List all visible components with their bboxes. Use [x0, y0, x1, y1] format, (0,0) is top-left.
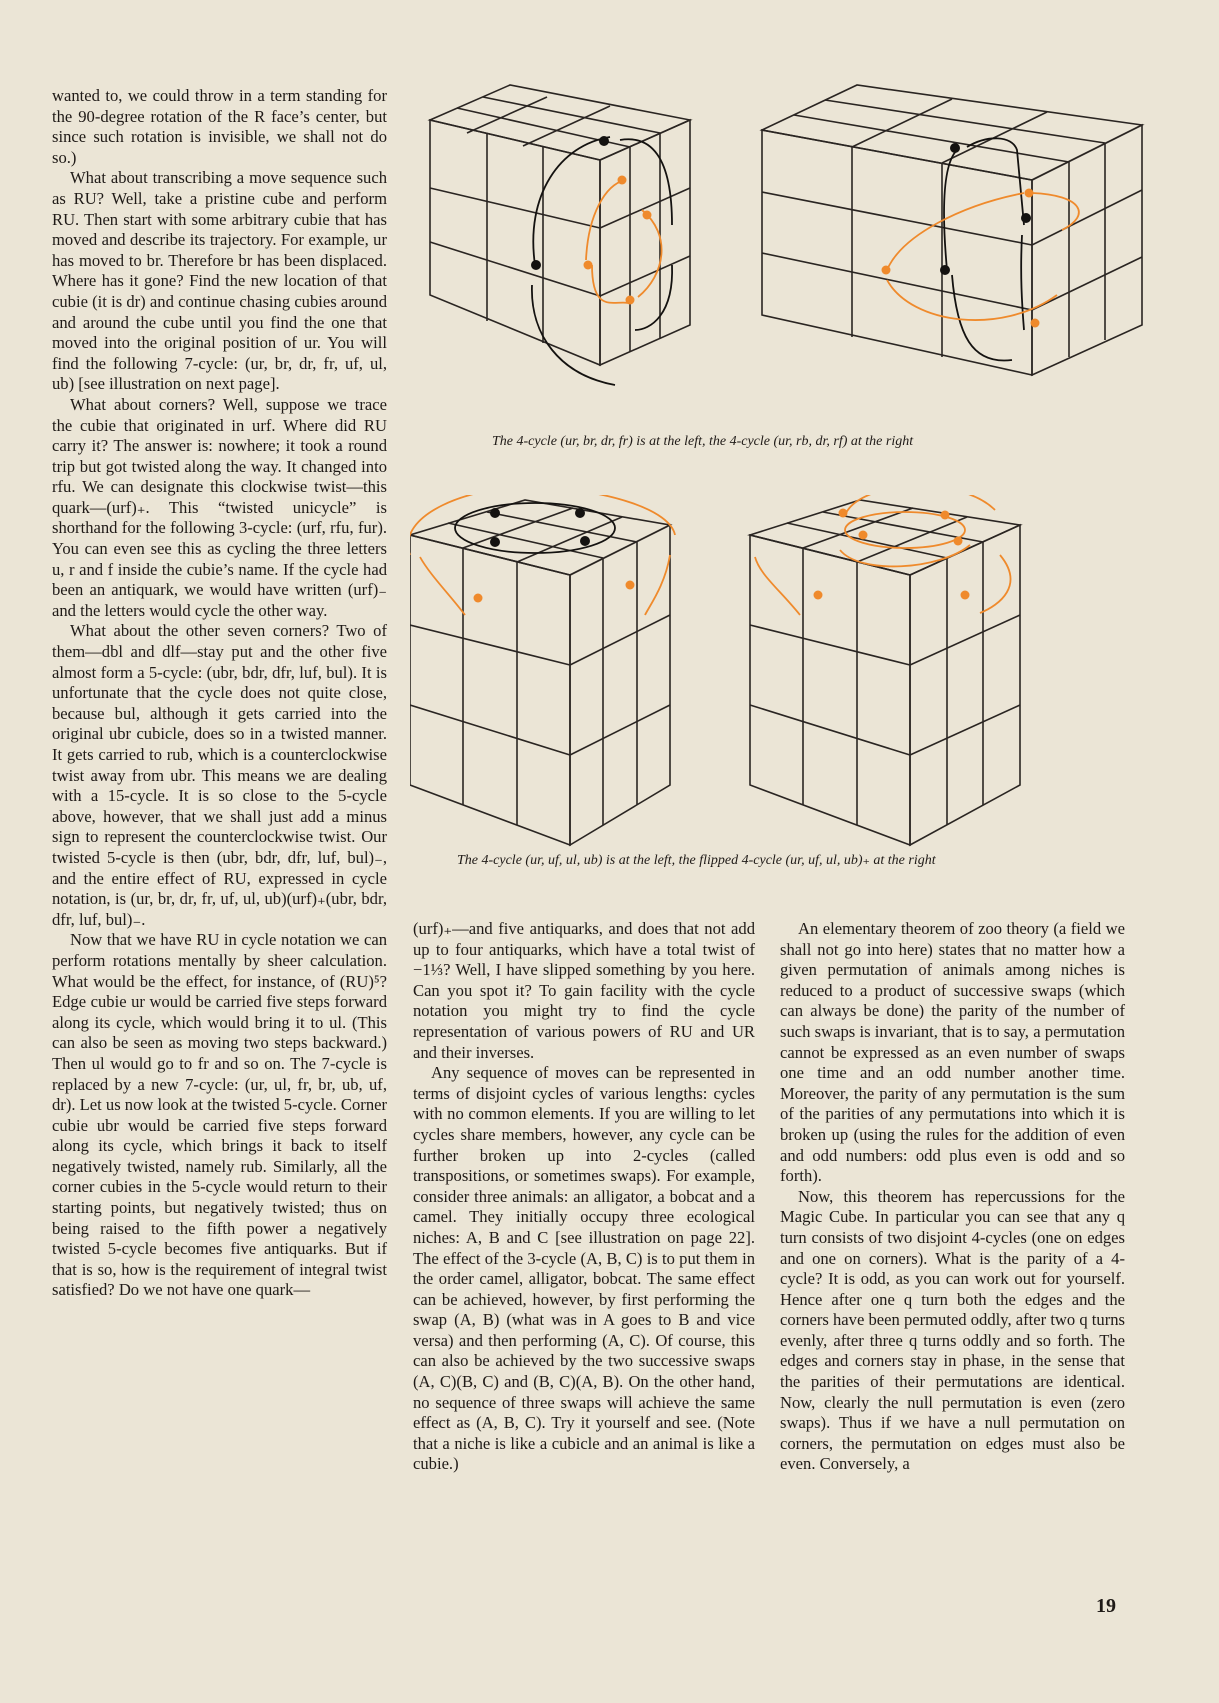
paragraph: (urf)₊—and five antiquarks, and does that not add up to four antiquarks, which have a total twist of −1⅓? Well, I have slipped something by you here. Can you spot it? To gain facility with the cycle notation you might try to find the cycle representation of various powers of RU and UR and their inverses. — [413, 919, 755, 1062]
figure-caption-top: The 4-cycle (ur, br, dr, fr) is at the left, the 4-cycle (ur, rb, dr, rf) at the right — [492, 434, 914, 449]
cube-right-top — [762, 85, 1142, 375]
text-column-2 — [413, 919, 755, 1475]
paragraph: What about transcribing a move sequence such as RU? Well, take a pristine cube and perform RU. Then start with some arbitrary cubie that has moved and describe its trajectory. For example, ur has moved to br. Therefore br has been displaced. Where has it gone? Find the new location of that cubie (it is dr) and continue chasing cubies around and around the cube until you find the one that moved into the original position of ur. You will find the following 7-cycle: (ur, br, dr, fr, uf, ul, ub) [see illustration on next page]. — [52, 168, 387, 394]
cube-left-top — [430, 85, 690, 385]
cube-left-bottom — [410, 495, 675, 845]
paragraph: What about the other seven corners? Two of them—dbl and dlf—stay put and the other five almost form a 5-cycle: (ubr, bdr, dfr, luf, bul). It is unfortunate that the cycle does not quite close, because bul, although it gets carried into the original ubr cubicle, does so in a twisted manner. It gets carried to rub, which is a counterclockwise twist away from ubr. This means we are dealing with a 15-cycle. It is so close to the 5-cycle above, however, that we shall just add a minus sign to represent the counterclockwise twist. Our twisted 5-cycle is then (ubr, bdr, dfr, luf, bul)₋, and the entire effect of RU, expressed in cycle notation, is (ur, br, dr, fr, uf, ul, ub)(urf)₊(ubr, bdr, dfr, luf, bul)₋. — [52, 621, 387, 929]
figure-caption-bottom: The 4-cycle (ur, uf, ul, ub) is at the left, the flipped 4-cycle (ur, uf, ul, ub)₊ at the right — [457, 853, 936, 868]
text-column-3 — [780, 919, 1125, 1475]
paragraph: Any sequence of moves can be represented in terms of disjoint cycles of various lengths: cycles with no common elements. If you are willing to let cycles share members, however, any cycle can be further broken up into 2-cycles (called transpositions, or sometimes swaps). For example, consider three animals: an alligator, a bobcat and a camel. They initially occupy three ecological niches: A, B and C [see illustration on page 22]. The effect of the 3-cycle (A, B, C) is to put them in the order camel, alligator, bobcat. The same effect can be achieved, however, by first performing the swap (A, B) (what was in A goes to B and vice versa) and then performing (A, C). Of course, this can also be achieved by the two successive swaps (A, C)(B, C) and (B, C)(A, B). On the other hand, no sequence of three swaps will achieve the same effect as (A, B, C). Try it yourself and see. (Note that a niche is like a cubicle and an animal is like a cubie.) — [413, 1063, 755, 1474]
figure-bottom-cubes — [410, 495, 1150, 850]
paragraph: Now that we have RU in cycle notation we can perform rotations mentally by sheer calculation. What would be the effect, for instance, of (RU)⁵? Edge cubie ur would be carried five steps forward along its cycle, which would bring it to ul. (This can also be seen as moving two steps backward.) Then ul would go to fr and so on. The 7-cycle is replaced by a new 7-cycle: (ur, ul, fr, br, ub, uf, dr). Let us now look at the twisted 5-cycle. Corner cubie ubr would be carried five steps forward along its cycle, which brings it back to itself negatively twisted, namely rub. Similarly, all the corner cubies in the 5-cycle would return to their starting points, but negatively twisted; thus on being raised to the fifth power a negatively twisted 5-cycle becomes five antiquarks. But if that is so, how is the requirement of integral twist satisfied? Do we not have one quark— — [52, 930, 388, 1300]
text-column-1 — [52, 86, 387, 1301]
figure-top-cubes — [410, 75, 1150, 425]
paragraph: Now, this theorem has repercussions for the Magic Cube. In particular you can see that any q turn consists of two disjoint 4-cycles (one on edges and one on corners). What is the parity of a 4-cycle? It is odd, as you can work out for yourself. Hence after one q turn both the edges and the corners have been permuted oddly, after two q turns evenly, after three q turns oddly and so forth. The edges and corners stay in phase, in the sense that the parities of their permutations are identical. Now, clearly the null permutation is even (zero swaps). Thus if we have a null permutation on corners, the permutation on edges must also be even. Conversely, a — [780, 1186, 1125, 1474]
cube-right-bottom — [750, 495, 1020, 845]
paragraph: What about corners? Well, suppose we trace the cubie that originated in urf. Where did RU carry it? The answer is: nowhere; it took a round trip but got twisted along the way. It changed into rfu. We can designate this clockwise twist—this quark—(urf)₊. This “twisted unicycle” is shorthand for the following 3-cycle: (urf, rfu, fur). You can even see this as cycling the three letters u, r and f inside the cubie’s name. If the cycle had been an antiquark, we would have written (urf)₋ and the letters would cycle the other way. — [52, 394, 387, 620]
paragraph: An elementary theorem of zoo theory (a field we shall not go into here) states that no matter how a given permutation of animals among niches is reduced to a product of successive swaps (which can always be done) the parity of the number of such swaps is invariant, that is to say, a permutation cannot be expressed as an even number of swaps one time and an odd number another time. Moreover, the parity of any permutation is the sum of the parities of any permutations into which it is broken up (using the rules for the addition of even and odd numbers: odd plus even is odd and so forth). — [780, 919, 1125, 1186]
paragraph: wanted to, we could throw in a term standing for the 90-degree rotation of the R face’s center, but since such rotation is invisible, we shall not do so.) — [52, 86, 387, 167]
page-number: 19 — [1096, 1595, 1116, 1617]
